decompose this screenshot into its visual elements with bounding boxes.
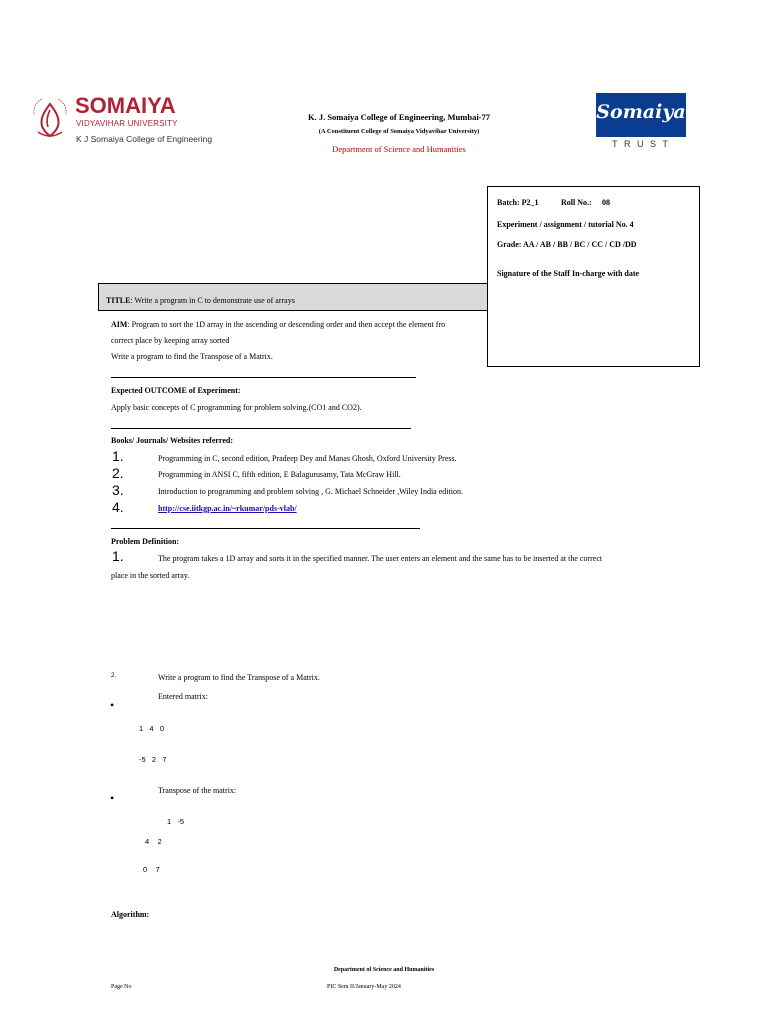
transpose-row: 4 2 bbox=[145, 837, 162, 846]
problem-number: 1. bbox=[112, 548, 124, 564]
reference-item: Programming in C, second edition, Pradeep Dey and Manas Ghosh, Oxford University Press. bbox=[158, 454, 457, 463]
somaiya-trust-logo bbox=[596, 93, 686, 151]
title-label: TITLE bbox=[106, 296, 131, 305]
aim-line-2: correct place by keeping array sorted bbox=[111, 336, 230, 345]
somaiya-wordmark: SOMAIYA bbox=[75, 93, 176, 118]
reference-number: 4. bbox=[112, 499, 124, 515]
college-logo-name: K J Somaiya College of Engineering bbox=[76, 134, 213, 144]
footer-department: Department of Science and Humanities bbox=[333, 967, 435, 973]
batch-label: Batch: P2_1 bbox=[497, 198, 539, 207]
reference-number: 2. bbox=[112, 465, 124, 481]
divider bbox=[111, 428, 411, 429]
constituent-line: (A Constituent College of Somaiya Vidyavihar University) bbox=[318, 128, 480, 135]
roll-value: 08 bbox=[602, 198, 610, 207]
signature-line: Signature of the Staff In-charge with date bbox=[497, 269, 640, 278]
divider bbox=[111, 377, 416, 378]
transpose-row: 0 7 bbox=[143, 865, 160, 874]
trust-wordmark: Somaiya bbox=[596, 101, 686, 123]
reference-item: Programming in ANSI C, fifth edition, E Balagurusamy, Tata McGraw Hill. bbox=[158, 470, 401, 479]
title-text bbox=[106, 296, 295, 306]
entered-matrix-label: Entered matrix: bbox=[158, 692, 208, 701]
bullet: • bbox=[110, 791, 115, 805]
bullet: • bbox=[110, 698, 115, 712]
reference-item: Introduction to programming and problem solving , G. Michael Schneider ,Wiley India edition. bbox=[158, 487, 463, 496]
outcome-text: Apply basic concepts of C programming for problem solving.(CO1 and CO2). bbox=[111, 403, 362, 412]
college-title: K. J. Somaiya College of Engineering, Mumbai-77 bbox=[307, 112, 491, 122]
experiment-number: Experiment / assignment / tutorial No. 4 bbox=[497, 220, 634, 229]
algorithm-heading: Algorithm: bbox=[111, 910, 150, 919]
problem-heading: Problem Definition: bbox=[111, 537, 180, 546]
roll-label: Roll No.: bbox=[561, 198, 592, 207]
outcome-heading: Expected OUTCOME of Experiment: bbox=[111, 386, 241, 395]
trust-label: T R U S T bbox=[612, 139, 670, 149]
department-header: Department of Science and Humanities bbox=[332, 144, 466, 154]
books-heading: Books/ Journals/ Websites referred: bbox=[111, 436, 233, 445]
footer-semester: PIC Sem II/January-May 2024 bbox=[327, 984, 401, 990]
title-bar bbox=[98, 283, 487, 311]
aim-text: : Program to sort the 1D array in the ascending or descending order and then accept the element fro bbox=[127, 320, 446, 329]
footer-page-number: Page No bbox=[111, 984, 132, 990]
aim-line-1 bbox=[111, 320, 487, 330]
aim-label: AIM bbox=[111, 320, 128, 329]
reference-number: 1. bbox=[112, 448, 124, 464]
problem-text-line-1: The program takes a 1D array and sorts it in the specified manner. The user enters an element and the same has to be inserted at the correct bbox=[158, 554, 603, 563]
divider bbox=[111, 528, 420, 529]
problem-text-line-2: place in the sorted array. bbox=[111, 571, 190, 580]
transpose-label: Transpose of the matrix: bbox=[158, 786, 237, 795]
problem-number: 2. bbox=[111, 673, 117, 679]
somaiya-university-logo bbox=[30, 93, 213, 150]
transpose-row: 1 -5 bbox=[167, 817, 185, 826]
reference-link[interactable]: http://cse.iitkgp.ac.in/~rkumar/pds-vlab/ bbox=[158, 504, 297, 513]
grade-line: Grade: AA / AB / BB / BC / CC / CD /DD bbox=[497, 240, 637, 249]
entered-matrix-row: 1 4 0 bbox=[139, 724, 165, 733]
university-name: VIDYAVIHAR UNIVERSITY bbox=[76, 119, 178, 128]
problem-text: Write a program to find the Transpose of a Matrix. bbox=[158, 673, 320, 682]
experiment-info-box bbox=[487, 186, 700, 367]
aim-line-3: Write a program to find the Transpose of a Matrix. bbox=[111, 352, 273, 361]
entered-matrix-row: -5 2 7 bbox=[139, 755, 167, 764]
reference-number: 3. bbox=[112, 482, 124, 498]
title-value: : Write a program in C to demonstrate use of arrays bbox=[130, 296, 295, 305]
